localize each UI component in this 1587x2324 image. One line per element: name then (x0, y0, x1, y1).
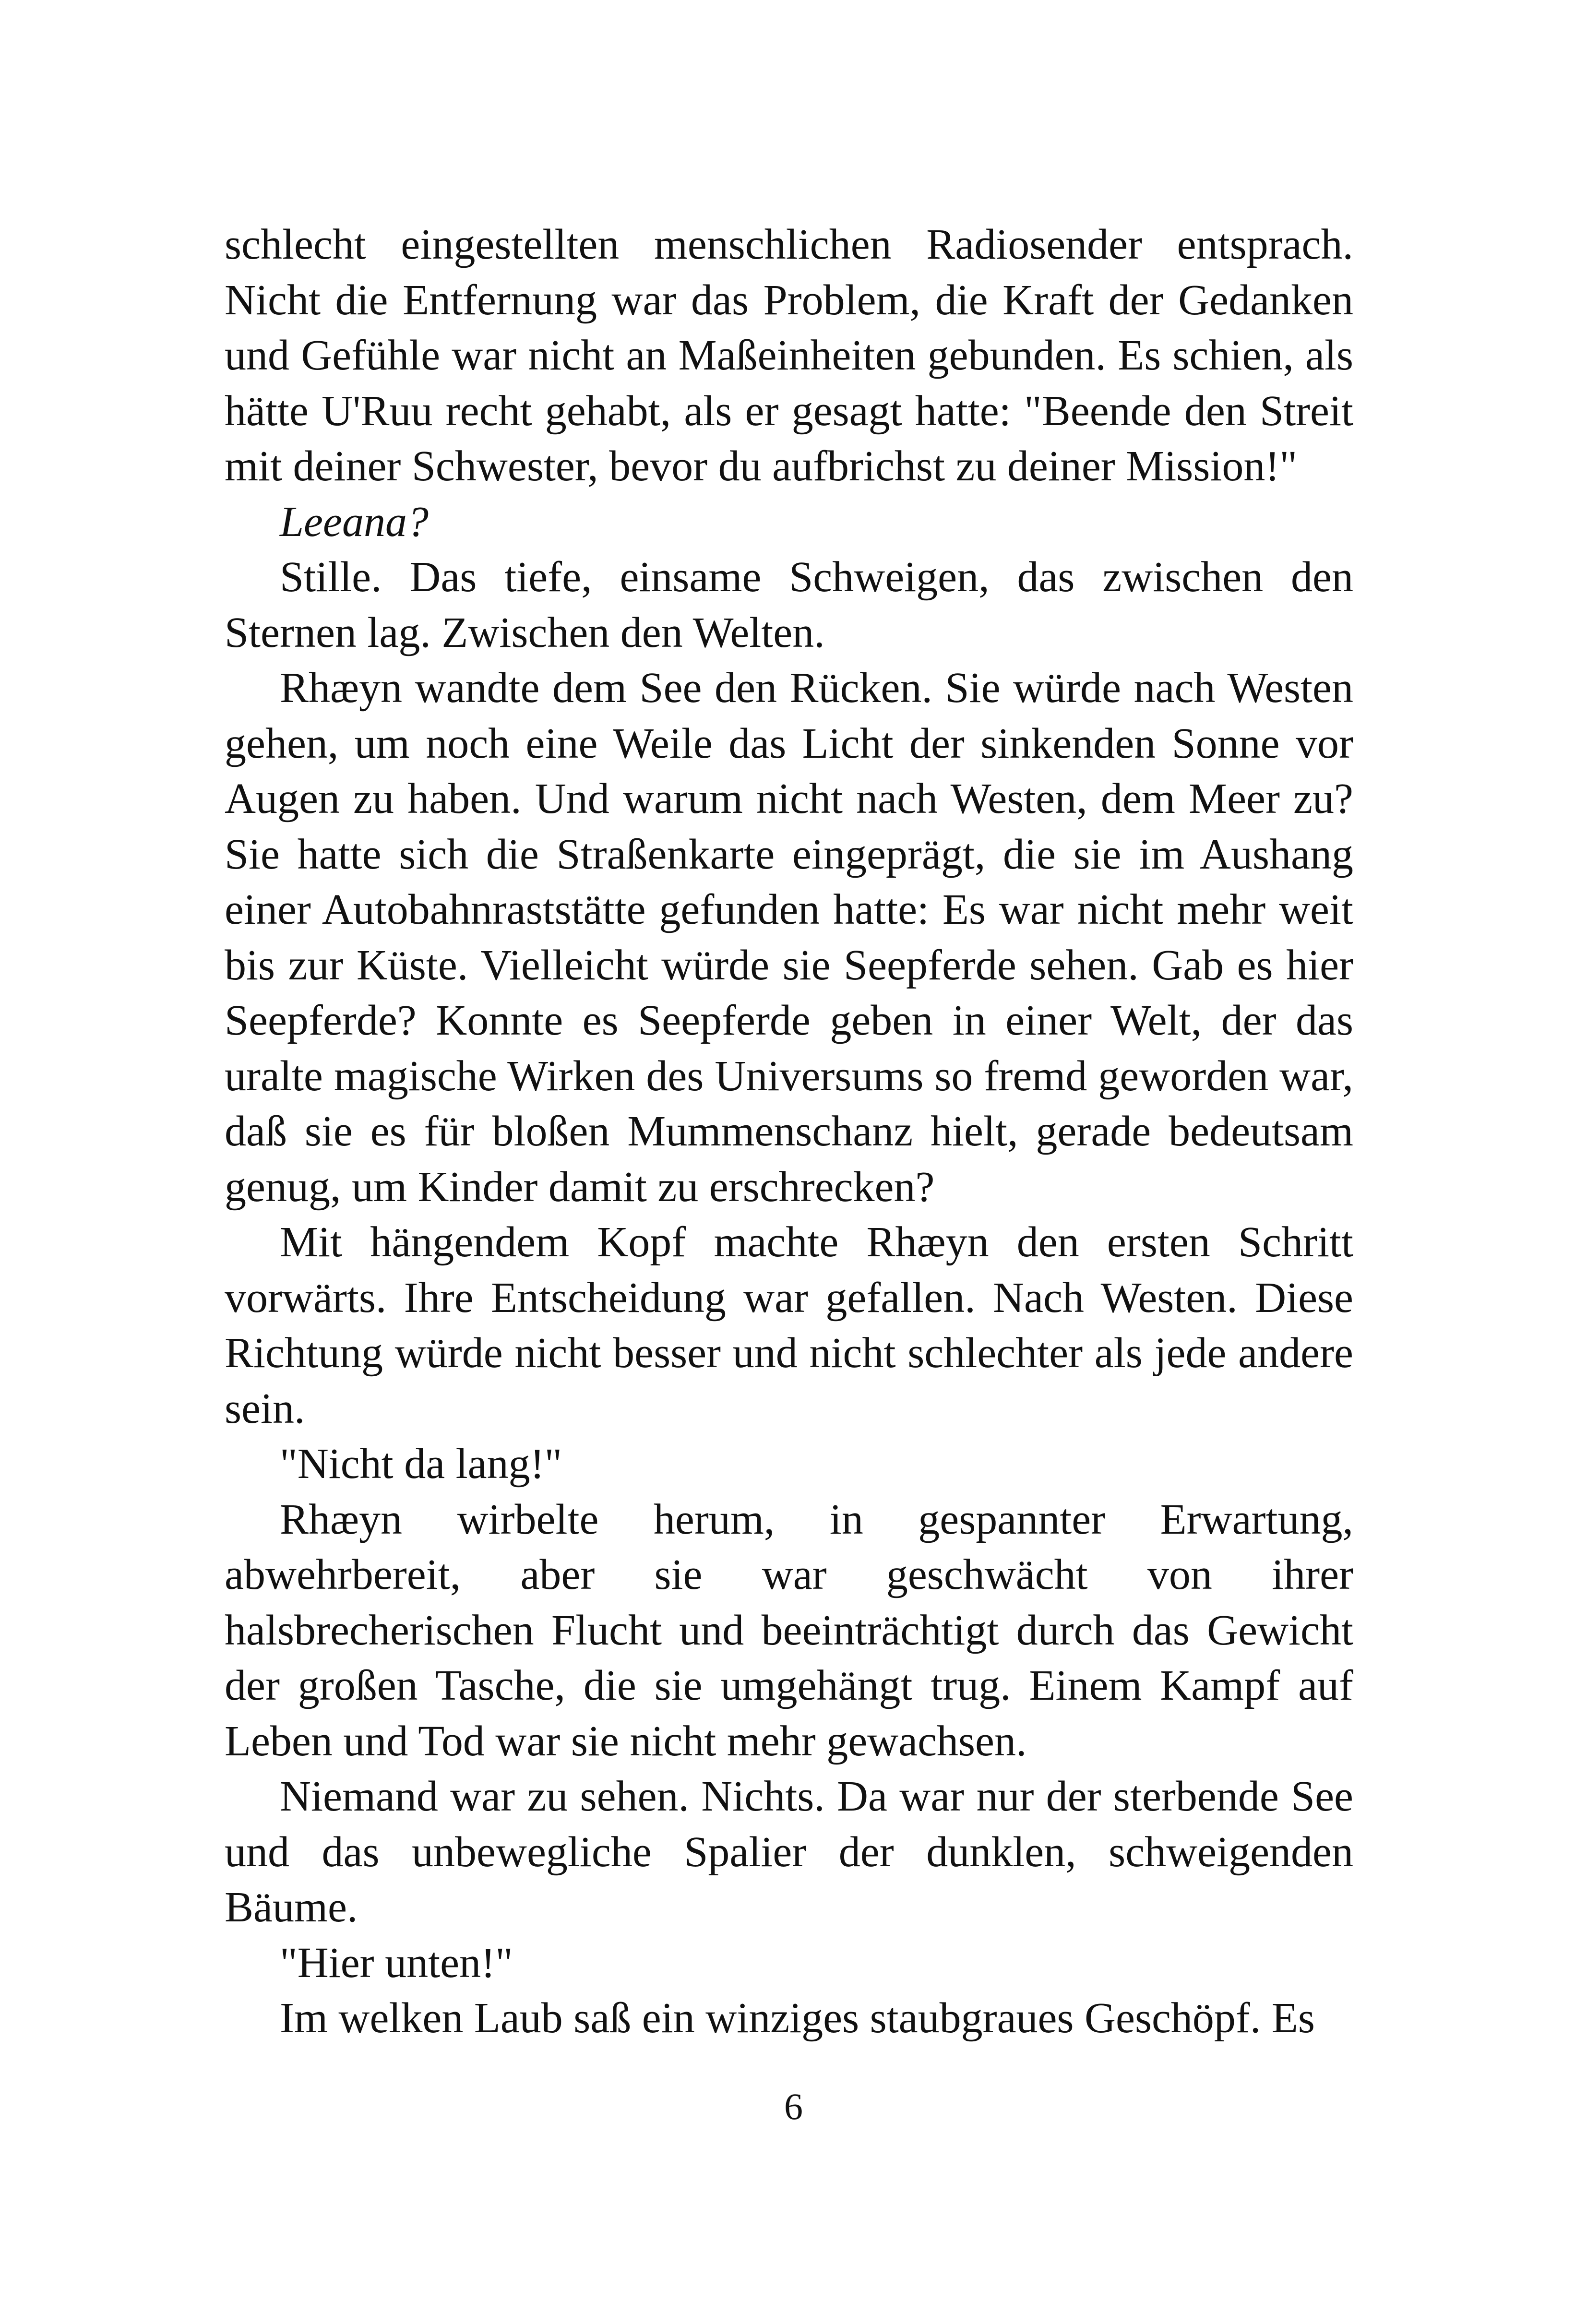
paragraph-continuation: schlecht eingestellten menschlichen Radiosender entsprach. Nicht die Entfernung war das Problem, die Kraft der Gedanken und Gefühle war nicht an Maßeinheiten gebunden. Es schien, als hätte U'Ruu recht gehabt, als er gesagt hatte: "Beende den Streit mit deiner Schwester, bevor du aufbrichst zu deiner Mission!" (225, 221, 1353, 490)
body-text (225, 217, 1353, 2046)
paragraph-dialogue-hier-unten: "Hier unten!" (280, 1939, 513, 1987)
paragraph-schritt: Mit hängendem Kopf machte Rhæyn den ersten Schritt vorwärts. Ihre Entscheidung war gefallen. Nach Westen. Diese Richtung würde nicht besser und nicht schlechter als jede andere sein. (225, 1218, 1353, 1432)
page-number: 6 (784, 2086, 803, 2127)
paragraph-dialogue-nicht-da-lang: "Nicht da lang!" (280, 1440, 562, 1488)
paragraph-thought-leeana: Leeana? (280, 498, 429, 546)
paragraph-stille: Stille. Das tiefe, einsame Schweigen, das zwischen den Sternen lag. Zwischen den Welten. (225, 553, 1353, 656)
paragraph-niemand: Niemand war zu sehen. Nichts. Da war nur der sterbende See und das unbewegliche Spalier der dunklen, schweigenden Bäume. (225, 1773, 1353, 1931)
paragraph-westen: Rhæyn wandte dem See den Rücken. Sie würde nach Westen gehen, um noch eine Weile das Licht der sinkenden Sonne vor Augen zu haben. Und warum nicht nach Westen, dem Meer zu? Sie hatte sich die Straßenkarte eingeprägt, die sie im Aushang einer Autobahnraststätte gefunden hatte: Es war nicht mehr weit bis zur Küste. Vielleicht würde sie Seepferde sehen. Gab es hier Seepferde? Konnte es Seepferde geben in einer Welt, der das uralte magische Wirken des Universums so fremd geworden war, daß sie es für bloßen Mummenschanz hielt, gerade bedeutsam genug, um Kinder damit zu erschrecken? (225, 664, 1353, 1211)
paragraph-geschoepf: Im welken Laub saß ein winziges staubgraues Geschöpf. Es (280, 1994, 1315, 2042)
paragraph-wirbelte: Rhæyn wirbelte herum, in gespannter Erwartung, abwehrbereit, aber sie war geschwächt von ihrer halsbrecherischen Flucht und beeinträchtigt durch das Gewicht der großen Tasche, die sie umgehängt trug. Einem Kampf auf Leben und Tod war sie nicht mehr gewachsen. (225, 1495, 1353, 1765)
